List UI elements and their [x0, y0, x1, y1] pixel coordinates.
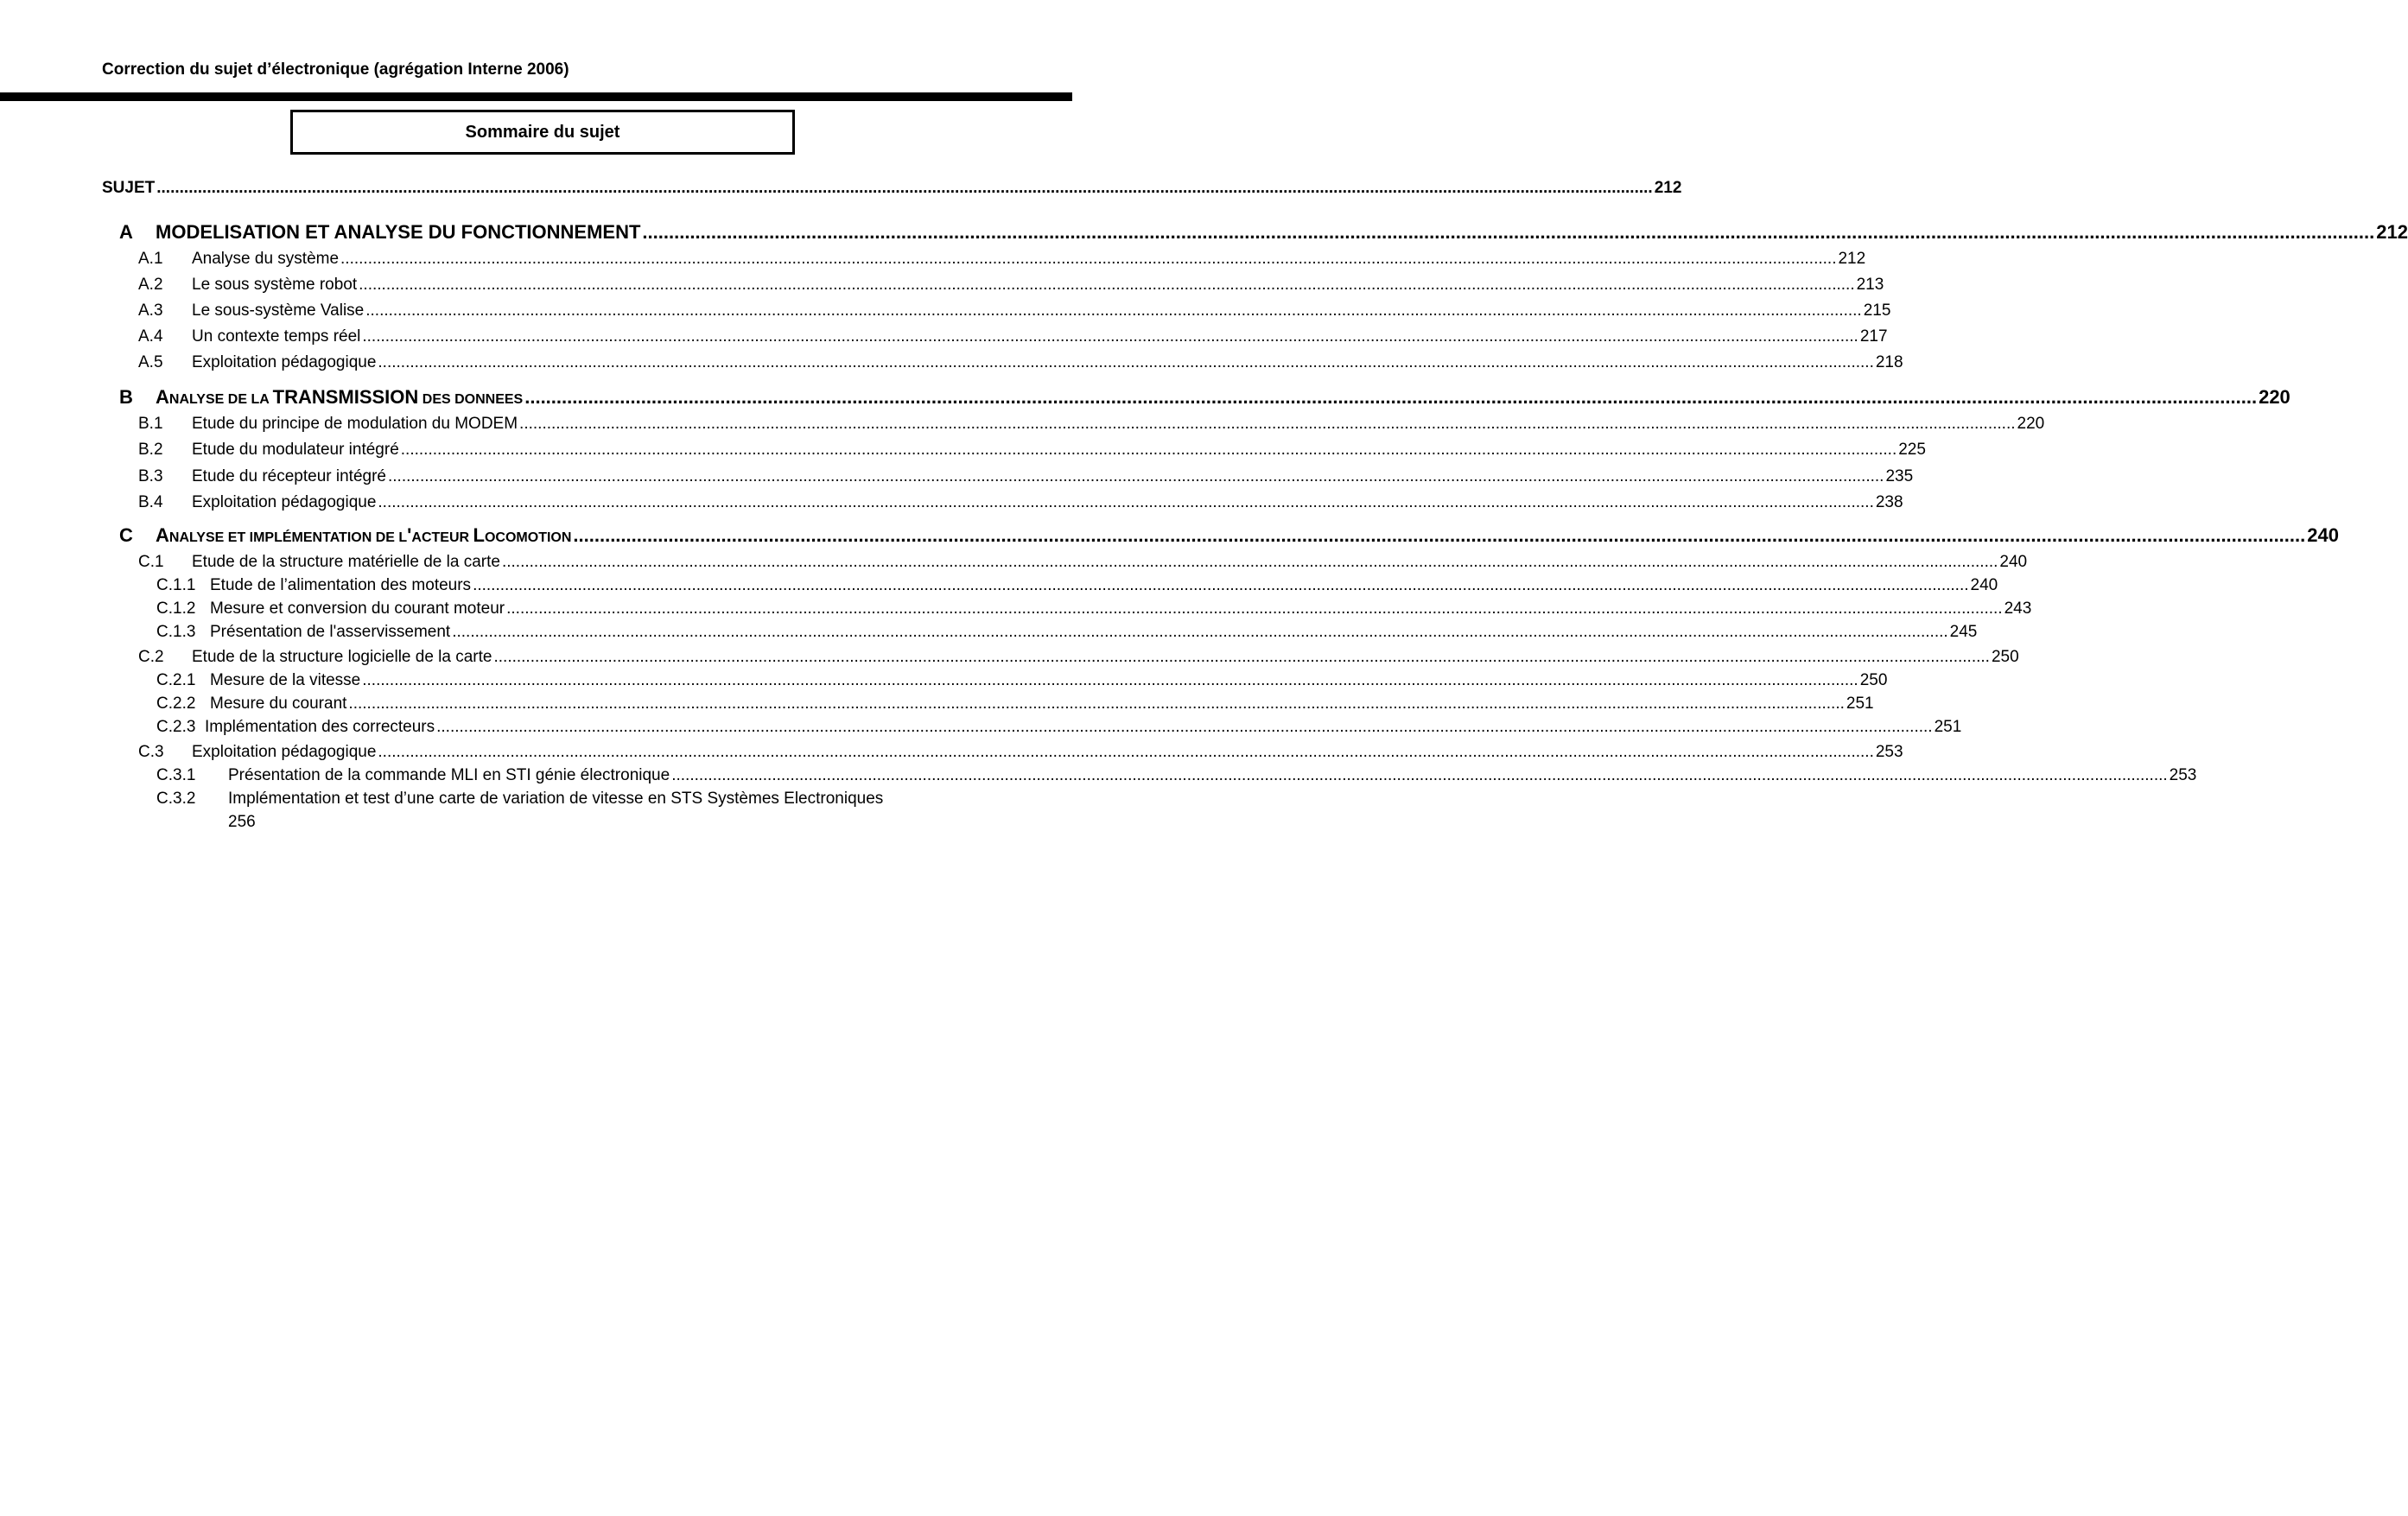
toc-num: A	[119, 221, 133, 243]
header-rule	[0, 92, 1072, 101]
toc-label: Exploitation pédagogique	[192, 353, 377, 371]
toc-page: 240	[2307, 524, 2339, 546]
toc-num: B.4	[138, 493, 163, 511]
toc-page: 215	[1863, 301, 1891, 320]
toc-leader	[362, 327, 1858, 346]
toc-label: Présentation de l'asservissement	[210, 623, 451, 641]
toc-num: C.2.1	[156, 671, 196, 689]
toc-entry-c31[interactable]	[156, 766, 2197, 785]
toc-entry-a4[interactable]	[138, 327, 1888, 346]
toc-label: Etude du récepteur intégré	[192, 467, 386, 485]
toc-page: 253	[2169, 766, 2197, 784]
toc-leader	[524, 386, 2257, 408]
toc-leader	[348, 695, 1844, 714]
toc-entry-b4[interactable]	[138, 493, 1903, 512]
toc-num: C.1.2	[156, 599, 196, 618]
toc-page: 225	[1898, 441, 1926, 459]
toc-page: 240	[1999, 553, 2028, 571]
toc-entry-c23[interactable]	[156, 718, 1962, 737]
toc-entry-c3[interactable]	[138, 743, 1903, 762]
toc-label: Implémentation des correcteurs	[205, 718, 435, 736]
toc-label: Analyse du système	[192, 250, 340, 268]
toc-label: ANALYSE DE LA TRANSMISSION DES DONNEES	[156, 386, 524, 408]
toc-page: 212	[1838, 250, 1866, 268]
toc-num: A.3	[138, 301, 163, 320]
toc-num: C.3	[138, 743, 164, 761]
toc-leader	[519, 415, 2015, 434]
toc-label: Le sous système robot	[192, 276, 358, 294]
toc-num: B.2	[138, 441, 163, 459]
toc-num: C	[119, 524, 133, 546]
toc-label: Etude de la structure logicielle de la carte	[192, 648, 492, 666]
toc-label: Exploitation pédagogique	[192, 743, 377, 761]
toc-label: Présentation de la commande MLI en STI génie électronique	[228, 766, 670, 784]
toc-leader	[388, 467, 1884, 486]
toc-leader	[671, 766, 2167, 785]
toc-page: 238	[1875, 493, 1903, 511]
toc-num: C.1.3	[156, 623, 196, 641]
toc-num: B.1	[138, 415, 163, 433]
toc-entry-c22[interactable]	[156, 695, 1874, 714]
toc-entry-c1[interactable]	[138, 553, 2028, 572]
toc-label: Etude de l’alimentation des moteurs	[210, 576, 472, 594]
toc-label: Mesure et conversion du courant moteur	[210, 599, 505, 618]
toc-page: 220	[2017, 415, 2045, 433]
toc-leader	[642, 221, 2374, 243]
toc-page: 240	[1970, 576, 1998, 594]
toc-entry-c21[interactable]	[156, 671, 1888, 690]
toc-page: 243	[2004, 599, 2032, 618]
toc-page: 218	[1875, 353, 1903, 371]
toc-entry-sujet[interactable]	[102, 179, 1682, 198]
toc-entry-b1[interactable]	[138, 415, 2045, 434]
toc-entry-a2[interactable]	[138, 276, 1884, 295]
toc-num: C.2.3	[156, 718, 196, 736]
toc-label: Etude du principe de modulation du MODEM	[192, 415, 518, 433]
toc-label: Etude du modulateur intégré	[192, 441, 399, 459]
toc-label: Mesure du courant	[210, 695, 347, 713]
toc-leader	[378, 353, 1873, 372]
toc-entry-c[interactable]	[119, 524, 2339, 546]
toc-leader	[493, 648, 1989, 667]
toc-leader	[573, 524, 2305, 546]
toc-leader	[340, 250, 1836, 269]
toc-page: 250	[1991, 648, 2019, 666]
toc-entry-c13[interactable]	[156, 623, 1978, 642]
toc-page: 217	[1859, 327, 1888, 346]
toc-label: Un contexte temps réel	[192, 327, 361, 346]
toc-num: C.1.1	[156, 576, 196, 594]
toc-num: C.2	[138, 648, 164, 666]
toc-entry-b2[interactable]	[138, 441, 1926, 460]
toc-entry-c2[interactable]	[138, 648, 2019, 667]
toc-entry-a3[interactable]	[138, 301, 1891, 320]
toc-entry-a1[interactable]	[138, 250, 1866, 269]
toc-num: A.2	[138, 276, 163, 294]
toc-leader	[365, 301, 1861, 320]
toc-leader	[378, 493, 1873, 512]
running-header: Correction du sujet d’électronique (agrégation Interne 2006)	[102, 60, 569, 79]
toc-leader	[156, 179, 1652, 198]
toc-title: Sommaire du sujet	[465, 122, 620, 142]
toc-entry-a5[interactable]	[138, 353, 1903, 372]
toc-page: 251	[1846, 695, 1874, 713]
toc-label: Etude de la structure matérielle de la carte	[192, 553, 500, 571]
toc-page: 251	[1934, 718, 1962, 736]
toc-num: A.5	[138, 353, 163, 371]
toc-title-box	[290, 110, 795, 155]
toc-label: Exploitation pédagogique	[192, 493, 377, 511]
toc-page: 253	[1875, 743, 1903, 761]
toc-leader	[436, 718, 1932, 737]
toc-entry-c11[interactable]	[156, 576, 1998, 595]
toc-page: 250	[1859, 671, 1888, 689]
toc-leader	[378, 743, 1873, 762]
toc-label: Implémentation et test d’une carte de variation de vitesse en STS Systèmes Electroniques	[228, 790, 884, 808]
toc-label: MODELISATION ET ANALYSE DU FONCTIONNEMENT	[156, 221, 641, 243]
toc-page: 235	[1885, 467, 1914, 485]
toc-leader	[452, 623, 1947, 642]
toc-page: 245	[1949, 623, 1978, 641]
toc-page: 212	[2376, 221, 2408, 243]
toc-label: ANALYSE ET IMPLÉMENTATION DE L'ACTEUR LOCOMOTION	[156, 524, 572, 546]
toc-num: C.3.1	[156, 766, 196, 784]
toc-label: Le sous-système Valise	[192, 301, 365, 320]
toc-num: C.1	[138, 553, 164, 571]
toc-num: C.2.2	[156, 695, 196, 713]
toc-num: A.4	[138, 327, 163, 346]
toc-num: A.1	[138, 250, 163, 268]
toc-label: Mesure de la vitesse	[210, 671, 361, 689]
toc-label: SUJET	[102, 179, 156, 197]
toc-entry-a[interactable]	[119, 221, 2408, 243]
toc-entry-b[interactable]	[119, 386, 2290, 408]
toc-page: 213	[1856, 276, 1884, 294]
toc-entry-b3[interactable]	[138, 467, 1914, 486]
toc-num: B.3	[138, 467, 163, 485]
toc-leader	[401, 441, 1897, 460]
toc-page: 256	[228, 813, 256, 831]
toc-page: 212	[1654, 179, 1682, 197]
toc-num: B	[119, 386, 133, 408]
toc-leader	[506, 599, 2002, 618]
toc-num: C.3.2	[156, 790, 196, 808]
toc-leader	[473, 576, 1968, 595]
toc-leader	[502, 553, 1998, 572]
toc-entry-c12[interactable]	[156, 599, 2032, 618]
toc-leader	[362, 671, 1858, 690]
toc-leader	[359, 276, 1854, 295]
toc-page: 220	[2259, 386, 2290, 408]
